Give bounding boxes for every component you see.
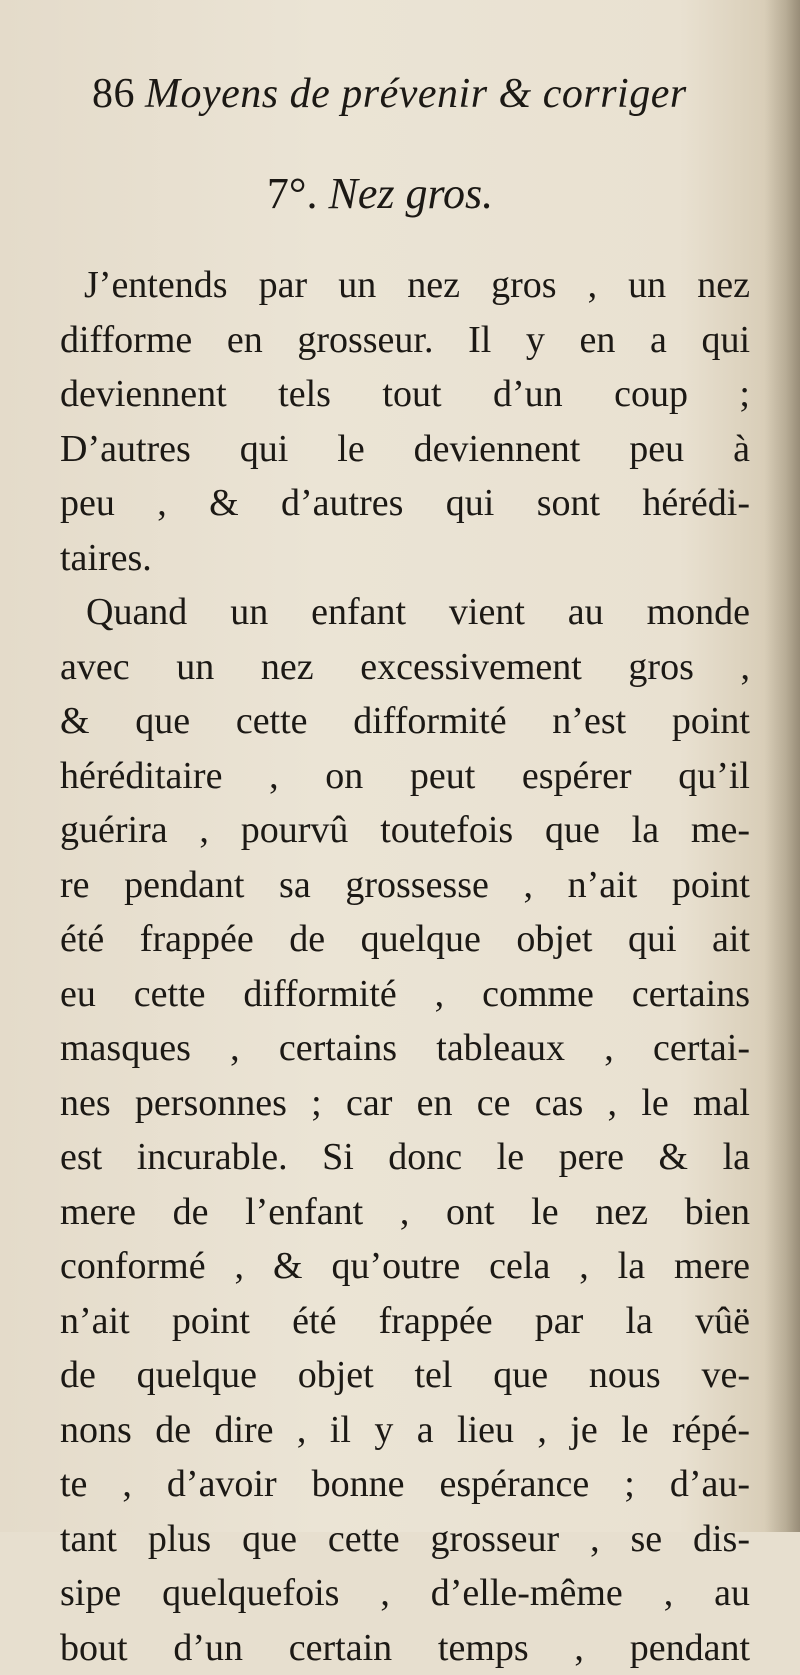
text-line: est incurable. Si donc le pere & la [60, 1130, 750, 1185]
section-number: 7°. [267, 169, 318, 218]
text-line: D’autres qui le deviennent peu à [60, 422, 750, 477]
text-line: deviennent tels tout d’un coup ; [60, 367, 750, 422]
text-line: de quelque objet tel que nous ve- [60, 1348, 750, 1403]
body-text [60, 258, 750, 1675]
text-line: peu , & d’autres qui sont hérédi- [60, 476, 750, 531]
text-line: héréditaire , on peut espérer qu’il [60, 749, 750, 804]
text-line: n’ait point été frappée par la vûë [60, 1294, 750, 1349]
section-heading: Nez gros. [328, 169, 493, 218]
text-line: été frappée de quelque objet qui ait [60, 912, 750, 967]
text-line: bout d’un certain temps , pendant [60, 1621, 750, 1675]
text-line: nes personnes ; car en ce cas , le mal [60, 1076, 750, 1131]
text-line: re pendant sa grossesse , n’ait point [60, 858, 750, 913]
text-line: avec un nez excessivement gros , [60, 640, 750, 695]
text-line: sipe quelquefois , d’elle-même , au [60, 1566, 750, 1621]
running-header [92, 70, 712, 130]
page-number: 86 [92, 71, 135, 117]
section-title [0, 168, 760, 219]
text-line: & que cette difformité n’est point [60, 694, 750, 749]
text-line: eu cette difformité , comme certains [60, 967, 750, 1022]
text-line: mere de l’enfant , ont le nez bien [60, 1185, 750, 1240]
text-line: J’entends par un nez gros , un nez [60, 258, 750, 313]
text-line: tant plus que cette grosseur , se dis- [60, 1512, 750, 1567]
text-line: te , d’avoir bonne espérance ; d’au- [60, 1457, 750, 1512]
page-edge-shadow [764, 0, 800, 1532]
running-title: Moyens de prévenir & corriger [145, 71, 687, 117]
text-line: Quand un enfant vient au monde [60, 585, 750, 640]
text-line: difforme en grosseur. Il y en a qui [60, 313, 750, 368]
text-line: conformé , & qu’outre cela , la mere [60, 1239, 750, 1294]
text-line: guérira , pourvû toutefois que la me- [60, 803, 750, 858]
text-line: nons de dire , il y a lieu , je le répé- [60, 1403, 750, 1458]
text-line: masques , certains tableaux , certai- [60, 1021, 750, 1076]
text-line: taires. [60, 531, 750, 586]
